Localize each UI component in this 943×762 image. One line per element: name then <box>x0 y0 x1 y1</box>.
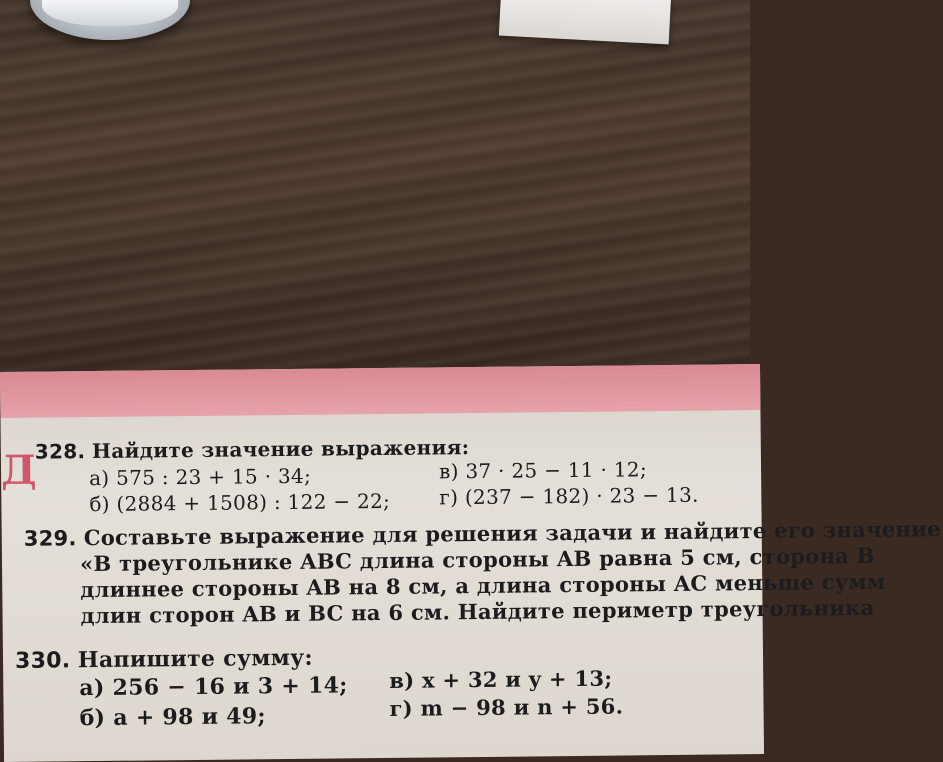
problem-330-title: Напишите сумму: <box>77 644 314 674</box>
problem-328-g: г) (237 − 182) · 23 − 13. <box>439 482 699 510</box>
textbook-page <box>0 364 941 762</box>
problem-330-g: г) m − 98 и n + 56. <box>389 693 624 721</box>
problem-328-heading <box>35 435 470 464</box>
page-header-band <box>0 364 760 418</box>
problem-329-line2: «В треугольнике ABC длина стороны AB равна 5 см, сторона B <box>79 542 875 577</box>
problem-330-v: в) x + 32 и y + 13; <box>389 665 613 693</box>
problem-329-number: 329. <box>23 526 77 551</box>
problem-328-a: а) 575 : 23 + 15 · 34; <box>88 463 312 491</box>
problem-330-number: 330. <box>14 648 71 674</box>
problem-328-number: 328. <box>34 439 86 464</box>
wooden-table <box>0 0 750 400</box>
problem-330-b: б) a + 98 и 49; <box>79 703 267 732</box>
problem-329-line3: длиннее стороны AB на 8 см, а длина стороны AC меньше сумм <box>80 568 886 603</box>
problem-330-heading <box>15 645 313 674</box>
problem-330-a: а) 256 − 16 и 3 + 14; <box>79 672 348 702</box>
problem-328-b: б) (2884 + 1508) : 122 − 22; <box>89 488 391 517</box>
problem-328-v: в) 37 · 25 − 11 · 12; <box>438 457 648 484</box>
problem-329-line4: длин сторон AB и BC на 6 см. Найдите периметр треугольника <box>80 594 875 629</box>
problem-328-title: Найдите значение выражения: <box>91 435 470 464</box>
problem-329-line1: Составьте выражение для решения задачи и найдите его значение <box>83 516 941 551</box>
margin-mark: Д <box>0 446 37 494</box>
